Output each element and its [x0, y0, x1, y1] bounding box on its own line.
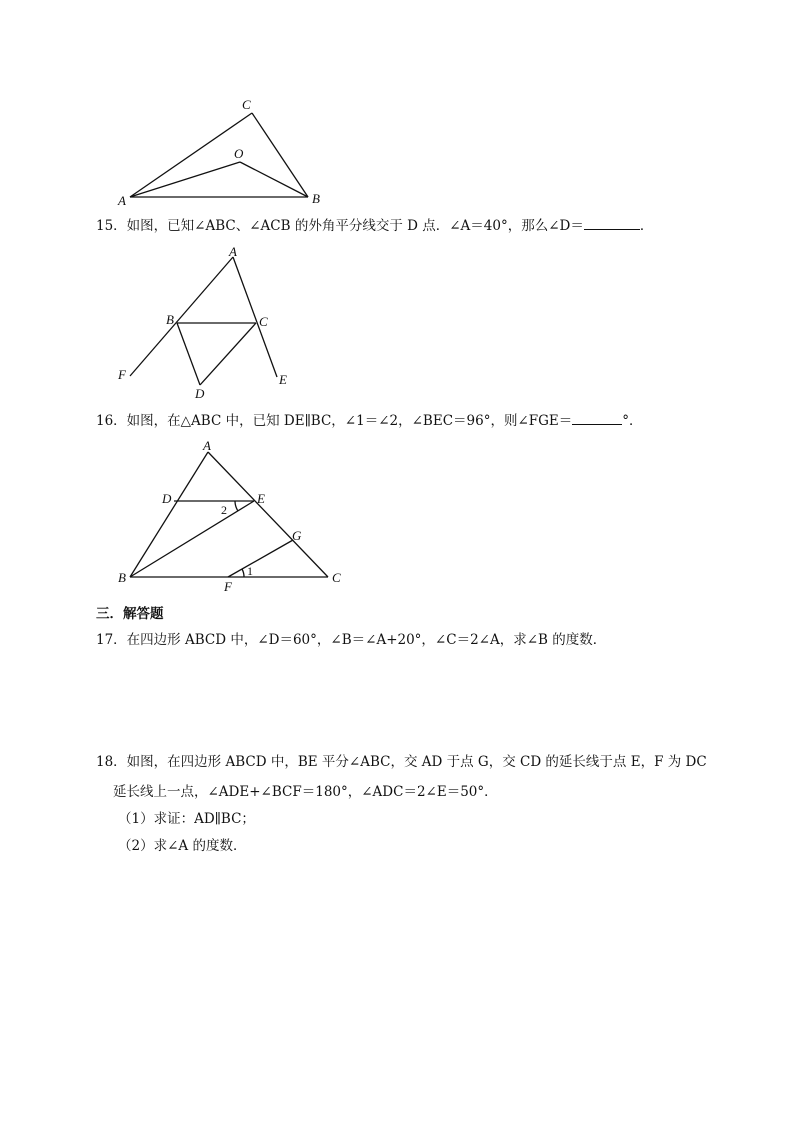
segment-be	[130, 501, 254, 577]
question-15	[96, 215, 653, 236]
segment-bd	[177, 323, 200, 385]
angle-1-arc	[242, 569, 244, 577]
angle-2-arc	[235, 501, 238, 511]
label-c: C	[332, 570, 341, 585]
label-a: A	[118, 193, 126, 208]
section-heading: 三．解答题	[96, 606, 164, 622]
figure-q15	[110, 242, 310, 404]
question-16-text: 16．如图，在△ABC 中，已知 DE∥BC，∠1＝∠2，∠BEC＝96°，则∠FGE＝	[96, 413, 573, 429]
label-e: E	[257, 491, 265, 506]
answer-blank-16	[572, 410, 622, 425]
question-18-part-1: （1）求证：AD∥BC；	[118, 811, 255, 827]
segment-cb	[252, 113, 308, 197]
figure-q16	[110, 437, 360, 597]
segment-ae	[233, 257, 277, 377]
question-18-line-2: 延长线上一点，∠ADE+∠BCF＝180°，∠ADC＝2∠E＝50°．	[113, 784, 498, 800]
label-d: D	[162, 491, 172, 506]
question-15-tail: ．	[639, 218, 654, 234]
label-angle-2: 2	[221, 503, 227, 517]
label-a: A	[229, 244, 237, 259]
segment-fg	[228, 540, 293, 577]
label-b: B	[166, 312, 174, 327]
question-15-text: 15．如图，已知∠ABC、∠ACB 的外角平分线交于 D 点．∠A＝40°，那么∠D＝	[96, 218, 584, 234]
label-f: F	[118, 367, 126, 382]
label-g: G	[292, 528, 302, 543]
answer-blank-15	[584, 215, 640, 230]
segment-ao	[130, 162, 240, 197]
question-18-line-1: 18．如图，在四边形 ABCD 中，BE 平分∠ABC，交 AD 于点 G，交 CD 的延长线于点 E，F 为 DC	[96, 754, 707, 770]
label-a: A	[203, 438, 211, 453]
question-17: 17．在四边形 ABCD 中，∠D＝60°，∠B＝∠A+20°，∠C＝2∠A，求∠B 的度数．	[96, 632, 607, 648]
question-18-part-2: （2）求∠A 的度数．	[118, 838, 247, 854]
label-b: B	[118, 570, 126, 585]
label-e: E	[279, 372, 287, 387]
segment-cd	[200, 323, 256, 385]
label-angle-1: 1	[247, 564, 253, 578]
segment-ob	[240, 162, 308, 197]
label-b: B	[312, 191, 320, 206]
label-o: O	[234, 146, 244, 161]
figure-q14	[110, 95, 340, 210]
question-16	[96, 410, 643, 431]
segment-ab	[130, 452, 208, 577]
label-d: D	[195, 386, 205, 401]
label-f: F	[224, 579, 232, 594]
segment-af	[130, 257, 233, 376]
label-c: C	[242, 97, 251, 112]
label-c: C	[259, 314, 268, 329]
question-16-tail: °．	[622, 413, 643, 429]
